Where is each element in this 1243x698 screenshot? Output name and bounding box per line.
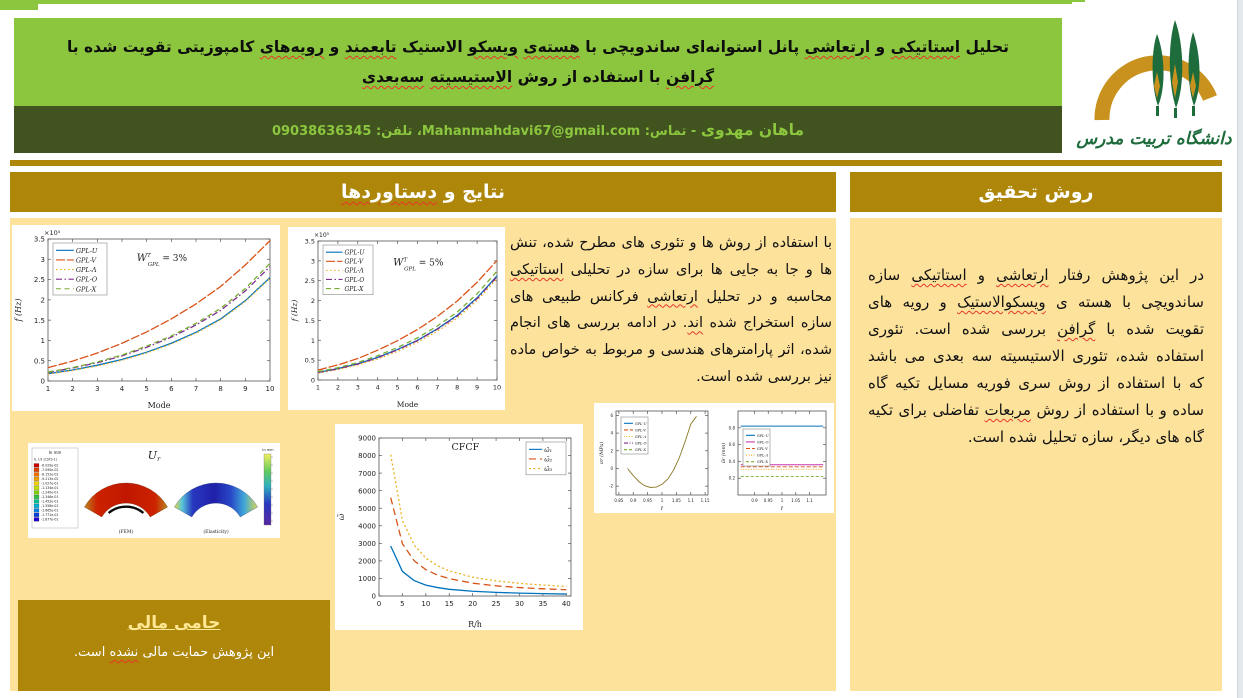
svg-text:GPL-X: GPL-X [344,285,364,293]
svg-text:0.85: 0.85 [614,498,624,503]
svg-text:35: 35 [538,600,548,608]
svg-text:ω̄₃: ω̄₃ [544,465,553,474]
phone-label: ، تلفن: [371,123,422,139]
svg-text:0.8: 0.8 [728,425,735,431]
svg-text:3: 3 [310,257,315,266]
svg-text:1.1: 1.1 [687,498,694,503]
svg-text:2: 2 [40,296,45,305]
svg-text:10: 10 [421,600,431,608]
svg-text:1.05: 1.05 [791,498,801,503]
svg-text:1.1: 1.1 [806,498,813,503]
svg-text:9000: 9000 [358,434,376,443]
svg-text:GPL-Λ: GPL-Λ [634,434,647,439]
svg-text:10: 10 [492,383,502,392]
svg-text:GPL-U: GPL-U [75,246,98,255]
svg-text:8000: 8000 [358,452,376,461]
svg-text:0: 0 [310,376,315,385]
svg-text:Mode: Mode [396,400,419,409]
svg-text:2: 2 [310,297,315,306]
panel-stress-displacement-mini-charts [594,403,834,513]
svg-text:CFCF: CFCF [451,442,480,453]
svg-text:1.5: 1.5 [33,316,45,325]
svg-text:f (Hz): f (Hz) [290,299,299,322]
svg-text:-1.558e-01: -1.558e-01 [41,504,59,509]
svg-text:1: 1 [660,498,664,503]
svg-text:(Elasticity): (Elasticity) [203,530,229,535]
chart-svg [594,403,716,513]
svg-text:GPL-Λ: GPL-Λ [756,453,769,458]
svg-text:30: 30 [515,600,524,608]
svg-text:0.6: 0.6 [728,442,735,448]
svg-text:GPL-V: GPL-V [344,258,364,266]
svg-text:GPL-X: GPL-X [756,460,768,465]
svg-text:GPL-V: GPL-V [75,256,97,265]
svg-text:4: 4 [119,385,125,393]
svg-text:GPL-O: GPL-O [344,276,365,284]
contact-bar [14,106,1062,153]
svg-text:5: 5 [144,385,149,393]
svg-text:0.9: 0.9 [751,498,758,503]
phone-number: 09038636345 [271,123,372,139]
svg-text:ω̄₂: ω̄₂ [544,455,553,464]
svg-text:0.95: 0.95 [763,498,773,503]
svg-text:5: 5 [395,383,400,392]
svg-text:(FEM): (FEM) [118,530,134,535]
svg-text:2.5: 2.5 [304,277,315,286]
svg-text:1.15: 1.15 [700,498,710,503]
svg-text:9: 9 [243,385,248,393]
svg-text:r̄: r̄ [660,506,664,512]
svg-text:-7.090e-02: -7.090e-02 [41,468,59,473]
svg-text:3: 3 [355,383,360,392]
corner-green-block [0,0,38,10]
top-green-strip [0,0,1085,4]
svg-text:4: 4 [375,383,380,392]
svg-text:6: 6 [415,383,420,392]
email-text: Mahanmahdavi67@gmail.com [421,123,641,139]
svg-text:GPL-X: GPL-X [634,448,646,453]
sponsor-text: این پژوهش حمایت مالی نشده است. [73,645,275,660]
svg-text:-1.452e-01: -1.452e-01 [41,499,59,504]
svg-text:GPL-Λ: GPL-Λ [344,267,364,275]
svg-text:ω̄₁: ω̄₁ [544,445,553,454]
method-paragraph: در این پژوهش رفتار ارتعاشی و استاتیکی سازه ساندویچی با هسته ی ویسکوالاستیک و رویه های تقویت شده با گرافن بررسی شده است. تئوری استفاده شده، تئوری الاستیسیته سه بعدی می باشد که با استفاده از روش سری فوریه مسایل تکیه گاه ساده و با استفاده از روش مربعات تفاضلی برای تکیه گاه های دیگر، سازه تحلیل شده است. [868,266,1205,446]
svg-text:GPL-V: GPL-V [634,428,646,433]
svg-text:5000: 5000 [358,504,376,513]
svg-text:3.5: 3.5 [304,237,315,246]
svg-text:GPL-O: GPL-O [75,275,98,284]
svg-text:f (Hz): f (Hz) [14,298,23,322]
svg-text:In mm: In mm [48,450,62,455]
svg-text:8: 8 [218,385,223,393]
svg-text:7: 7 [193,385,199,393]
poster-title-box [14,18,1062,106]
svg-text:25: 25 [491,600,501,608]
chart-svg [716,403,834,513]
svg-text:4: 4 [610,430,613,436]
svg-text:3.5: 3.5 [33,235,45,244]
svg-text:-6.029e-02: -6.029e-02 [41,463,59,468]
svg-text:2: 2 [610,448,613,454]
svg-text:-1.346e-01: -1.346e-01 [41,495,59,500]
svg-text:-1.877e-01: -1.877e-01 [41,517,59,522]
svg-text:0.5: 0.5 [304,356,315,365]
svg-text:2.5: 2.5 [33,276,45,285]
chart-radial-stress [594,403,716,513]
svg-text:1.05: 1.05 [671,498,681,503]
chart-svg [335,424,583,630]
svg-text:GPL-O: GPL-O [634,441,647,446]
sponsor-title: حامی مالی [127,613,221,633]
svg-text:-1.665e-01: -1.665e-01 [41,508,59,513]
contour-svg [28,443,280,538]
svg-text:0.2: 0.2 [728,475,735,481]
svg-text:×10⁵: ×10⁵ [314,232,330,239]
svg-text:1: 1 [780,498,784,503]
logo-university-name: دانشگاه تربیت مدرس [1076,129,1232,149]
chart-svg [12,225,280,411]
author-name: ماهان مهدوی [700,120,805,139]
svg-text:0.4: 0.4 [728,458,735,464]
contact-label: تماس: [640,123,687,139]
scrollbar[interactable] [1237,0,1243,698]
svg-text:In mm: In mm [262,448,274,452]
svg-text:Ur: Ur [147,449,161,463]
chart-frequency-gpl-5pct [288,227,505,410]
university-logo [1072,2,1236,158]
svg-text:×10⁵: ×10⁵ [44,229,61,237]
svg-text:-8.152e-02: -8.152e-02 [41,472,59,477]
svg-text:r̄: r̄ [780,506,784,512]
svg-text:0: 0 [610,465,613,471]
svg-text:0: 0 [376,600,382,608]
svg-text:6000: 6000 [358,487,376,496]
svg-text:GPL-V: GPL-V [756,446,768,451]
svg-text:GPL-U: GPL-U [344,249,365,257]
svg-text:1.5: 1.5 [304,316,315,325]
svg-text:0.95: 0.95 [643,498,653,503]
poster-title: تحلیل استاتیکی و ارتعاشی پانل استوانه‌ای ساندویچی با هسته‌ی ویسکو الاستیک تابعمند و رویه‌های کامپوزیتی تقویت شده با گرافن با استفاده از روش الاستیسیته سه‌بعدی [66,37,1010,86]
svg-text:3000: 3000 [358,539,376,548]
svg-text:GPL-O: GPL-O [756,440,769,445]
svg-text:Mode: Mode [147,401,171,410]
svg-text:U, U1 (CSYS-1): U, U1 (CSYS-1) [34,457,57,462]
svg-text:GPL-U: GPL-U [756,433,769,438]
svg-text:1000: 1000 [358,575,376,584]
svg-text:-9.213e-02: -9.213e-02 [41,477,59,482]
chart-frequency-gpl-3pct [12,225,280,411]
svg-text:1: 1 [40,337,45,346]
figure-displacement-contour [28,443,280,538]
svg-text:GPL-X: GPL-X [75,285,97,294]
svg-text:7: 7 [435,383,440,392]
svg-text:3: 3 [40,255,45,264]
method-header-label: روش تحقیق [978,181,1094,203]
svg-text:2: 2 [335,383,340,392]
svg-text:-1.134e-01: -1.134e-01 [41,486,59,491]
svg-text:40: 40 [561,600,571,608]
gold-divider-strip [10,160,1222,166]
results-paragraph: با استفاده از روش ها و تئوری های مطرح شده، تنش ها و جا به جایی ها برای سازه در تحلیلی استاتیکی محاسبه و در تحلیل ارتعاشی فرکانس طبیعی های سازه استخراج شده اند. در ادامه بررسی های انجام شده، اثر پارامترهای هندسی و مربوط به خواص ماده نیز بررسی شده است. [510,235,832,386]
section-header-results [10,172,836,212]
svg-text:8: 8 [455,383,460,392]
contact-line [272,121,804,139]
sponsor-box [18,600,330,691]
svg-text:0.9: 0.9 [630,498,637,503]
logo-cypress-trees [1153,20,1200,118]
svg-text:2000: 2000 [358,557,376,566]
svg-text:1: 1 [310,336,315,345]
svg-text:σr (MPa): σr (MPa) [599,441,605,465]
svg-text:-1.240e-01: -1.240e-01 [41,490,59,495]
chart-cfcf-frequency-vs-rh [335,424,583,630]
contact-separator: - [686,123,701,139]
svg-text:GPL-Λ: GPL-Λ [75,266,97,275]
section-header-method [850,172,1222,212]
svg-text:-2: -2 [609,483,613,489]
svg-text:ω̄: ω̄ [337,513,346,521]
svg-text:5: 5 [400,600,405,608]
svg-text:10: 10 [265,385,275,393]
svg-text:15: 15 [444,600,454,608]
svg-text:1: 1 [45,385,51,393]
results-header-label: نتایج و دستاوردها [340,181,506,203]
svg-text:7000: 7000 [358,469,376,478]
svg-text:0: 0 [371,592,376,601]
svg-text:-1.771e-01: -1.771e-01 [41,513,59,518]
chart-svg [288,227,505,410]
svg-text:0.5: 0.5 [33,357,45,366]
svg-text:-1.027e-01: -1.027e-01 [41,481,59,486]
svg-text:2: 2 [70,385,75,393]
svg-text:GPL-U: GPL-U [634,421,647,426]
svg-text:6: 6 [169,385,174,393]
university-logo-svg [1072,2,1236,158]
svg-text:R/h: R/h [468,620,482,629]
svg-text:20: 20 [468,600,478,608]
svg-text:9: 9 [475,383,480,392]
svg-text:3: 3 [95,385,100,393]
chart-radial-displacement [716,403,834,513]
svg-text:4000: 4000 [358,522,376,531]
svg-text:1: 1 [315,383,321,392]
svg-text:ūr (mm): ūr (mm) [721,442,727,464]
svg-text:6: 6 [610,412,613,418]
svg-text:0: 0 [40,377,45,386]
svg-text:WTGPL = 3%: $W^T$ GPL = 3% [136,252,188,268]
svg-text:WTGPL = 5%: $W^T$ GPL = 5% [393,257,444,273]
